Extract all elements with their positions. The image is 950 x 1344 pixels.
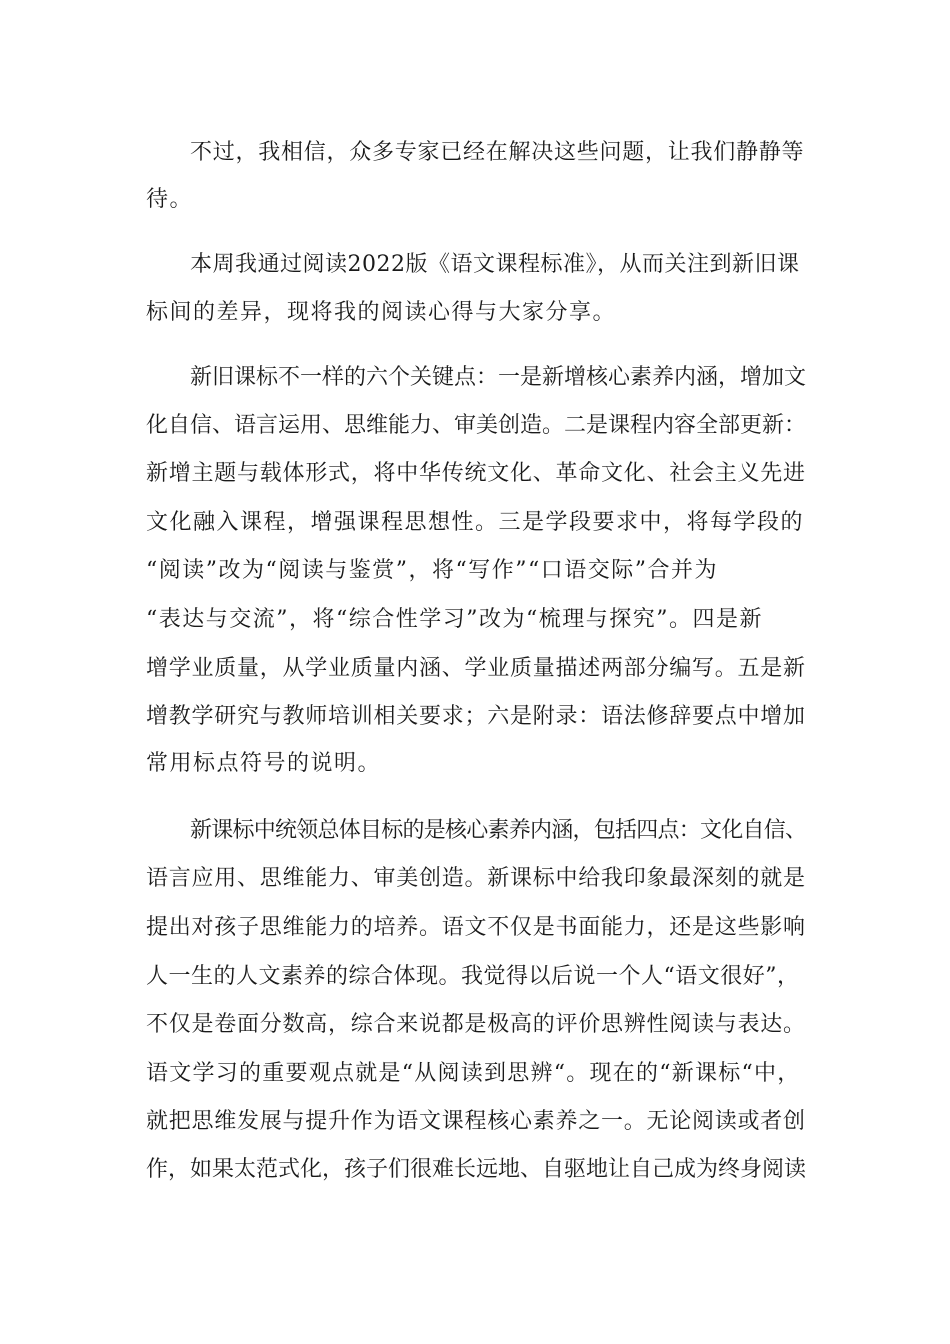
paragraph-2-line-1: 本周我通过阅读2022版《语文课程标准》，从而关注到新旧课: [190, 252, 800, 277]
paragraph-4-line-5: 不仅是卷面分数高，综合来说都是极高的评价思辨性阅读与表达。: [146, 1012, 806, 1037]
paragraph-3-line-1: 新旧课标不一样的六个关键点：一是新增核心素养内涵，增加文: [190, 365, 807, 390]
paragraph-1-line-1: 不过，我相信，众多专家已经在解决这些问题，让我们静静等: [190, 140, 805, 165]
paragraph-1-line-2: 待。: [146, 187, 194, 212]
paragraph-4-line-2: 语言应用、思维能力、审美创造。新课标中给我印象最深刻的就是: [146, 866, 806, 891]
paragraph-3-line-4: 文化融入课程，增强课程思想性。三是学段要求中，将每学段的: [146, 510, 805, 535]
paragraph-3-line-3: 新增主题与载体形式，将中华传统文化、革命文化、社会主义先进: [146, 461, 806, 486]
paragraph-3-line-9: 常用标点符号的说明。: [146, 751, 382, 776]
paragraph-3-line-8: 增教学研究与教师培训相关要求；六是附录：语法修辞要点中增加: [146, 704, 806, 729]
paragraph-4-line-3: 提出对孩子思维能力的培养。语文不仅是书面能力，还是这些影响: [146, 915, 806, 940]
paragraph-3-line-7: 增学业质量，从学业质量内涵、学业质量描述两部分编写。五是新: [146, 656, 806, 681]
paragraph-3-line-5: “阅读”改为“阅读与鉴赏”，将“写作”“口语交际”合并为: [146, 558, 718, 583]
paragraph-4-line-1: 新课标中统领总体目标的是核心素养内涵，包括四点：文化自信、: [190, 818, 807, 843]
paragraph-2-line-2: 标间的差异，现将我的阅读心得与大家分享。: [146, 300, 617, 325]
paragraph-3-line-6: “表达与交流”，将“综合性学习”改为“梳理与探究”。四是新: [146, 607, 763, 632]
paragraph-3-line-2: 化自信、语言运用、思维能力、审美创造。二是课程内容全部更新：: [146, 413, 807, 438]
paragraph-4-line-8: 作，如果太范式化，孩子们很难长远地、自驱地让自己成为终身阅读: [146, 1157, 807, 1182]
paragraph-4-line-6: 语文学习的重要观点就是“从阅读到思辨“。现在的“新课标“中，: [146, 1061, 801, 1086]
paragraph-4-line-4: 人一生的人文素养的综合体现。我觉得以后说一个人“语文很好”，: [146, 964, 800, 989]
paragraph-4-line-7: 就把思维发展与提升作为语文课程核心素养之一。无论阅读或者创: [146, 1109, 806, 1134]
